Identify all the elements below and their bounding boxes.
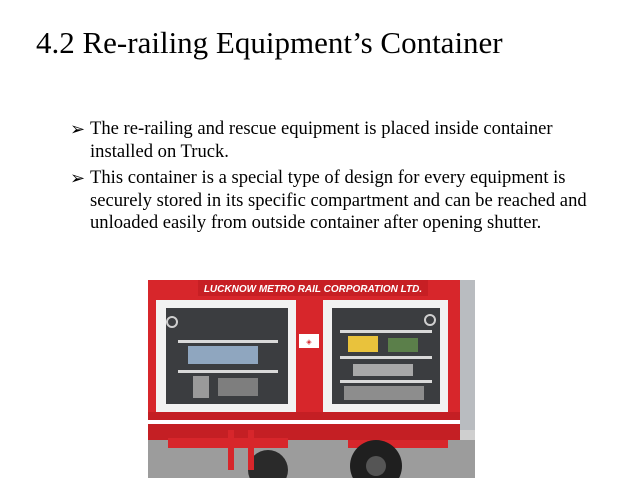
- slide-title: 4.2 Re-railing Equipment’s Container: [36, 25, 503, 60]
- svg-text:◈: ◈: [306, 339, 312, 346]
- arrow-bullet-icon: ➢: [70, 119, 86, 139]
- arrow-bullet-icon: ➢: [70, 168, 86, 188]
- bullet-text: This container is a special type of design for every equipment is securely stored in its specific compartment and can be reached and unloaded easily from outside container after opening shutter.: [90, 167, 587, 233]
- bullet-item: [70, 167, 590, 235]
- truck-container-photo: [148, 280, 475, 478]
- bullet-text: The re-railing and rescue equipment is placed inside container installed on Truck.: [90, 118, 553, 162]
- banner-text: LUCKNOW METRO RAIL CORPORATION LTD.: [203, 284, 423, 295]
- bullet-list: [70, 118, 590, 239]
- bullet-item: [70, 118, 590, 163]
